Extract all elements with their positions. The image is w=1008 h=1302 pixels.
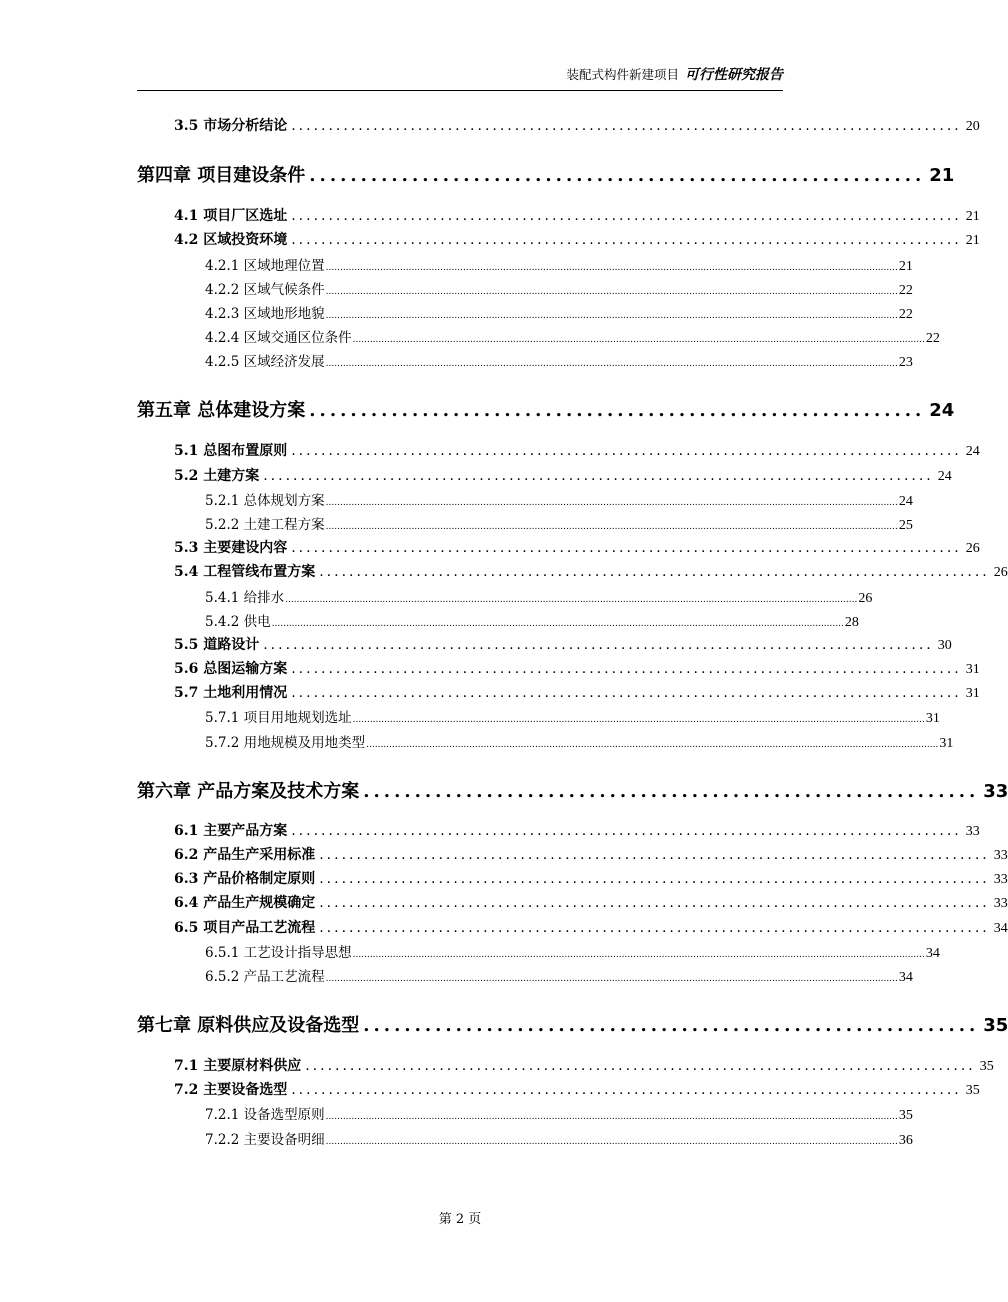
header-report-type: 可行性研究报告 bbox=[685, 67, 783, 83]
toc-leader-dots: .......................................................................................... bbox=[319, 920, 990, 936]
toc-entry-page: 22 bbox=[925, 331, 940, 346]
toc-leader-dots: .......................................................................................... bbox=[319, 564, 990, 580]
toc-entry-sub[interactable] bbox=[205, 350, 913, 371]
toc-entry-sec[interactable] bbox=[174, 820, 980, 840]
toc-entry-page: 30 bbox=[937, 638, 952, 653]
toc-entry-chap[interactable] bbox=[137, 1011, 1008, 1037]
toc-leader-dots: .......................................................................................... bbox=[291, 823, 962, 839]
toc-entry-page: 34 bbox=[925, 946, 940, 961]
toc-entry-page: 35 bbox=[965, 1083, 980, 1098]
toc-entry-sec[interactable] bbox=[174, 634, 952, 654]
toc-entry-page: 34 bbox=[898, 970, 913, 985]
toc-entry-page: 28 bbox=[844, 615, 859, 630]
toc-entry-page: 20 bbox=[965, 119, 980, 134]
toc-leader-dots: ........................................................................................................................................................................................................ bbox=[325, 287, 898, 297]
toc-leader-dots: ........................................................................................................................................................................................................ bbox=[285, 595, 858, 605]
toc-entry-sub[interactable] bbox=[205, 610, 859, 631]
toc-entry-label: 第四章 项目建设条件 bbox=[137, 165, 306, 186]
toc-leader-dots: ............................................................ bbox=[363, 781, 980, 802]
toc-entry-label: 6.5.2 产品工艺流程 bbox=[205, 969, 325, 985]
toc-entry-label: 5.2.2 土建工程方案 bbox=[205, 517, 325, 533]
toc-entry-label: 6.5.1 工艺设计指导思想 bbox=[205, 945, 352, 961]
toc-entry-sec[interactable] bbox=[174, 205, 980, 225]
toc-entry-label: 5.7.2 用地规模及用地类型 bbox=[205, 735, 366, 751]
toc-entry-label: 5.5 道路设计 bbox=[174, 637, 260, 653]
toc-entry-sub[interactable] bbox=[205, 586, 873, 607]
toc-entry-page: 21 bbox=[898, 259, 913, 274]
toc-entry-label: 4.2.1 区域地理位置 bbox=[205, 258, 325, 274]
toc-entry-page: 21 bbox=[965, 209, 980, 224]
toc-entry-label: 4.2.3 区域地形地貌 bbox=[205, 306, 325, 322]
toc-entry-label: 7.1 主要原材料供应 bbox=[174, 1058, 302, 1074]
toc-entry-page: 24 bbox=[929, 400, 955, 421]
toc-leader-dots: ........................................................................................................................................................................................................ bbox=[325, 974, 898, 984]
toc-entry-chap[interactable] bbox=[137, 396, 955, 422]
toc-entry-sec[interactable] bbox=[174, 537, 980, 557]
toc-entry-sub[interactable] bbox=[205, 489, 913, 510]
toc-leader-dots: .......................................................................................... bbox=[305, 1058, 976, 1074]
toc-entry-label: 5.6 总图运输方案 bbox=[174, 661, 288, 677]
toc-entry-sub[interactable] bbox=[205, 254, 913, 275]
toc-leader-dots: .......................................................................................... bbox=[263, 637, 934, 653]
toc-entry-label: 5.4.1 给排水 bbox=[205, 590, 285, 606]
toc-entry-label: 6.4 产品生产规模确定 bbox=[174, 895, 316, 911]
header-title bbox=[566, 64, 783, 84]
toc-entry-page: 34 bbox=[993, 921, 1008, 936]
toc-entry-page: 22 bbox=[898, 283, 913, 298]
toc-leader-dots: .......................................................................................... bbox=[291, 685, 962, 701]
toc-leader-dots: ........................................................................................................................................................................................................ bbox=[271, 619, 844, 629]
toc-entry-chap[interactable] bbox=[137, 161, 955, 187]
toc-entry-sub[interactable] bbox=[205, 941, 940, 962]
toc-entry-label: 4.1 项目厂区选址 bbox=[174, 208, 288, 224]
toc-entry-label: 5.4 工程管线布置方案 bbox=[174, 564, 316, 580]
toc-entry-sub[interactable] bbox=[205, 1128, 913, 1149]
toc-entry-label: 4.2 区域投资环境 bbox=[174, 232, 288, 248]
toc-entry-page: 25 bbox=[898, 518, 913, 533]
toc-entry-label: 第七章 原料供应及设备选型 bbox=[137, 1015, 360, 1036]
toc-entry-page: 33 bbox=[993, 872, 1008, 887]
toc-entry-page: 31 bbox=[939, 736, 954, 751]
toc-entry-label: 7.2.1 设备选型原则 bbox=[205, 1107, 325, 1123]
toc-leader-dots: ........................................................................................................................................................................................................ bbox=[325, 263, 898, 273]
toc-entry-label: 4.2.4 区域交通区位条件 bbox=[205, 330, 352, 346]
toc-leader-dots: ........................................................................................................................................................................................................ bbox=[325, 498, 898, 508]
toc-entry-page: 24 bbox=[898, 494, 913, 509]
toc-entry-page: 35 bbox=[898, 1108, 913, 1123]
toc-leader-dots: ........................................................................................................................................................................................................ bbox=[352, 335, 925, 345]
toc-entry-sec[interactable] bbox=[174, 658, 980, 678]
toc-entry-page: 33 bbox=[965, 824, 980, 839]
toc-leader-dots: .......................................................................................... bbox=[291, 118, 962, 134]
toc-entry-sec[interactable] bbox=[174, 115, 980, 135]
toc-entry-sec[interactable] bbox=[174, 844, 1008, 864]
toc-entry-sub[interactable] bbox=[205, 965, 913, 986]
toc-entry-sec[interactable] bbox=[174, 892, 1008, 912]
toc-leader-dots: ........................................................................................................................................................................................................ bbox=[325, 522, 898, 532]
toc-entry-page: 26 bbox=[858, 591, 873, 606]
toc-entry-label: 5.7 土地利用情况 bbox=[174, 685, 288, 701]
toc-entry-page: 26 bbox=[965, 541, 980, 556]
toc-leader-dots: .......................................................................................... bbox=[291, 443, 962, 459]
toc-entry-sec[interactable] bbox=[174, 868, 1008, 888]
toc-leader-dots: ........................................................................................................................................................................................................ bbox=[325, 1112, 898, 1122]
toc-entry-page: 24 bbox=[937, 469, 952, 484]
toc-leader-dots: .......................................................................................... bbox=[291, 661, 962, 677]
toc-entry-label: 5.4.2 供电 bbox=[205, 614, 271, 630]
page-header bbox=[137, 64, 783, 91]
toc-entry-page: 31 bbox=[925, 711, 940, 726]
page-number: 第 2 页 bbox=[438, 1212, 482, 1227]
toc-entry-chap[interactable] bbox=[137, 777, 1008, 803]
toc-leader-dots: ........................................................................................................................................................................................................ bbox=[352, 950, 925, 960]
toc-entry-label: 7.2.2 主要设备明细 bbox=[205, 1132, 325, 1148]
toc-entry-label: 第五章 总体建设方案 bbox=[137, 400, 306, 421]
toc-entry-sub[interactable] bbox=[205, 513, 913, 534]
toc-leader-dots: ........................................................................................................................................................................................................ bbox=[366, 740, 939, 750]
toc-entry-label: 3.5 市场分析结论 bbox=[174, 118, 288, 134]
toc-entry-page: 21 bbox=[929, 165, 955, 186]
toc-entry-sub[interactable] bbox=[205, 278, 913, 299]
toc-entry-sub[interactable] bbox=[205, 302, 913, 323]
toc-entry-page: 31 bbox=[965, 662, 980, 677]
toc-entry-sec[interactable] bbox=[174, 917, 1008, 937]
toc-leader-dots: .......................................................................................... bbox=[319, 847, 990, 863]
toc-entry-page: 21 bbox=[965, 233, 980, 248]
toc-entry-label: 5.1 总图布置原则 bbox=[174, 443, 288, 459]
toc-entry-label: 4.2.5 区域经济发展 bbox=[205, 354, 325, 370]
toc-leader-dots: ........................................................................................................................................................................................................ bbox=[325, 1137, 898, 1147]
toc-leader-dots: .......................................................................................... bbox=[291, 1082, 962, 1098]
toc-entry-page: 22 bbox=[898, 307, 913, 322]
toc-entry-sec[interactable] bbox=[174, 465, 952, 485]
toc-entry-label: 6.2 产品生产采用标准 bbox=[174, 847, 316, 863]
toc-entry-label: 6.3 产品价格制定原则 bbox=[174, 871, 316, 887]
toc-entry-label: 5.7.1 项目用地规划选址 bbox=[205, 710, 352, 726]
toc-leader-dots: .......................................................................................... bbox=[319, 895, 990, 911]
toc-leader-dots: ............................................................ bbox=[309, 165, 926, 186]
toc-leader-dots: .......................................................................................... bbox=[263, 468, 934, 484]
toc-entry-label: 6.1 主要产品方案 bbox=[174, 823, 288, 839]
toc-entry-label: 4.2.2 区域气候条件 bbox=[205, 282, 325, 298]
toc-entry-page: 24 bbox=[965, 444, 980, 459]
toc-entry-page: 23 bbox=[898, 355, 913, 370]
toc-entry-sub[interactable] bbox=[205, 1103, 913, 1124]
toc-leader-dots: ........................................................................................................................................................................................................ bbox=[325, 359, 898, 369]
toc-entry-sec[interactable] bbox=[174, 682, 980, 702]
toc-entry-page: 35 bbox=[983, 1015, 1008, 1036]
toc-entry-label: 7.2 主要设备选型 bbox=[174, 1082, 288, 1098]
toc-entry-page: 26 bbox=[993, 565, 1008, 580]
toc-leader-dots: ........................................................................................................................................................................................................ bbox=[325, 311, 898, 321]
toc-entry-label: 5.2 土建方案 bbox=[174, 468, 260, 484]
toc-entry-sub[interactable] bbox=[205, 731, 954, 752]
toc-entry-page: 36 bbox=[898, 1133, 913, 1148]
toc-entry-sec[interactable] bbox=[174, 561, 1008, 581]
toc-entry-sec[interactable] bbox=[174, 440, 980, 460]
toc-leader-dots: .......................................................................................... bbox=[291, 208, 962, 224]
toc-entry-label: 5.2.1 总体规划方案 bbox=[205, 493, 325, 509]
toc-entry-page: 33 bbox=[983, 781, 1008, 802]
header-project-name: 装配式构件新建项目 bbox=[566, 67, 679, 82]
toc-entry-page: 33 bbox=[993, 848, 1008, 863]
toc-entry-sec[interactable] bbox=[174, 1055, 994, 1075]
toc-leader-dots: .......................................................................................... bbox=[291, 540, 962, 556]
toc-leader-dots: ............................................................ bbox=[309, 400, 926, 421]
toc-entry-label: 第六章 产品方案及技术方案 bbox=[137, 781, 360, 802]
toc-entry-sec[interactable] bbox=[174, 1079, 980, 1099]
toc-entry-label: 6.5 项目产品工艺流程 bbox=[174, 920, 316, 936]
toc-entry-sub[interactable] bbox=[205, 326, 940, 347]
toc-entry-page: 35 bbox=[979, 1059, 994, 1074]
toc-leader-dots: ........................................................................................................................................................................................................ bbox=[352, 715, 925, 725]
toc-leader-dots: ............................................................ bbox=[363, 1015, 980, 1036]
toc-entry-page: 31 bbox=[965, 686, 980, 701]
toc-entry-page: 33 bbox=[993, 896, 1008, 911]
toc-entry-sec[interactable] bbox=[174, 229, 980, 249]
toc-leader-dots: .......................................................................................... bbox=[319, 871, 990, 887]
toc-entry-sub[interactable] bbox=[205, 706, 940, 727]
toc-entry-label: 5.3 主要建设内容 bbox=[174, 540, 288, 556]
toc-leader-dots: .......................................................................................... bbox=[291, 232, 962, 248]
